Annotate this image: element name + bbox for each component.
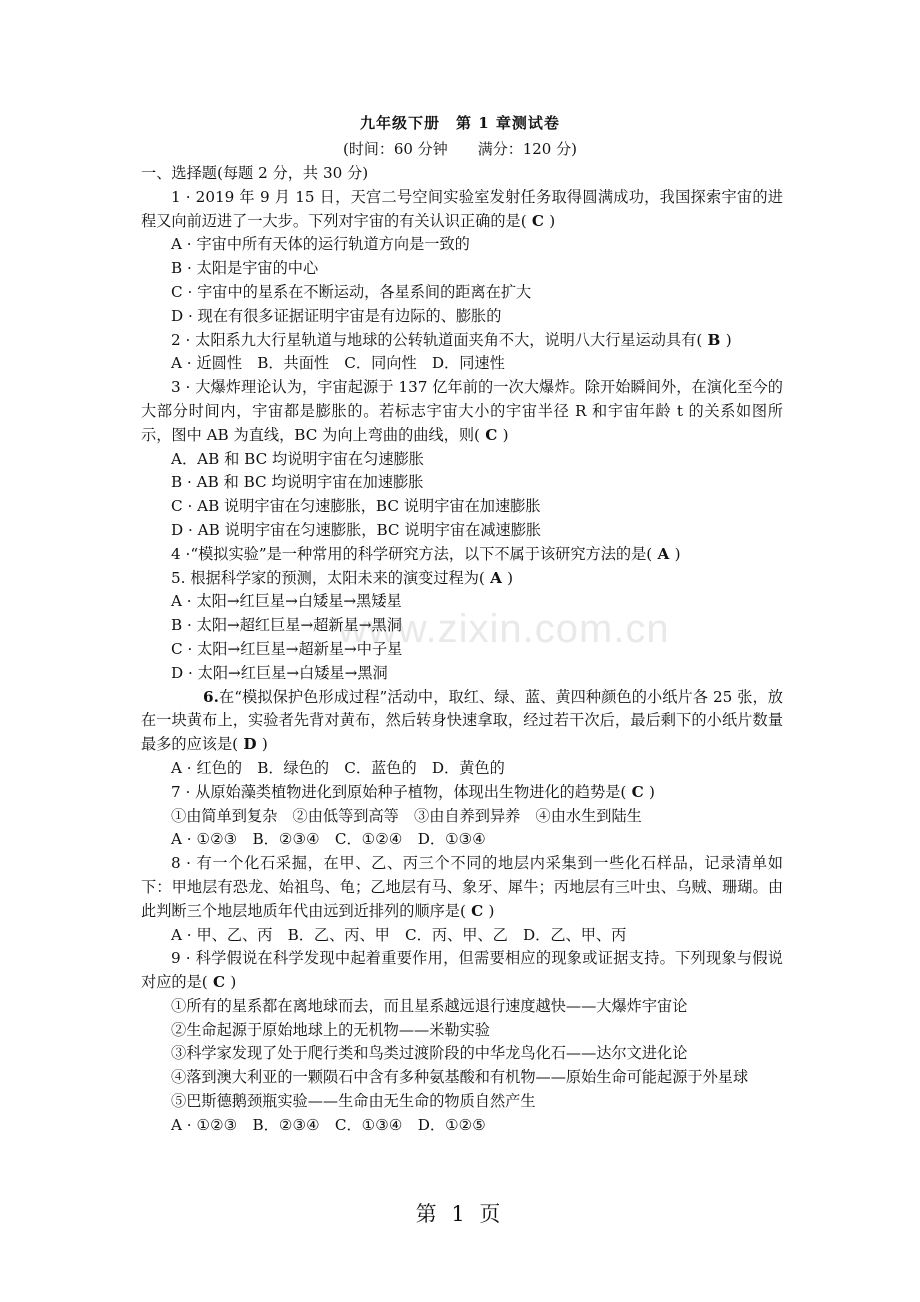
option: B · 太阳是宇宙的中心 (171, 259, 319, 278)
question-7 (141, 781, 783, 805)
question-text: 在“模拟保护色形成过程”活动中，取红、绿、蓝、黄四种颜色的小纸片各 25 张，放在一块黄布上，实验者先背对黄布，然后转身快速拿取，经过若干次后，最后剩下的小纸片数量最多的应该是( (141, 687, 783, 754)
answer: C (465, 901, 489, 920)
answer: C (479, 425, 503, 444)
question-close: ) (502, 425, 509, 444)
statement: ①所有的星系都在离地球而去，而且星系越远退行速度越快——大爆炸宇宙论 (171, 996, 688, 1015)
question-5 (141, 567, 783, 591)
question-9 (141, 947, 783, 995)
option: C · 太阳→红巨星→超新星→中子星 (171, 639, 403, 658)
question-6 (141, 686, 783, 757)
option-line: A · 红色的 B．绿色的 C．蓝色的 D．黄色的 (171, 758, 505, 777)
question-text: 4 ·“模拟实验”是一种常用的科学研究方法，以下不属于该研究方法的是( (171, 544, 653, 563)
option: D · AB 说明宇宙在匀速膨胀，BC 说明宇宙在减速膨胀 (171, 520, 542, 539)
question-close: ) (261, 735, 268, 754)
statement-list: ①由简单到复杂 ②由低等到高等 ③由自养到异养 ④由水生到陆生 (171, 806, 642, 825)
option-line: A · ①②③ B．②③④ C．①③④ D．①②⑤ (171, 1115, 486, 1134)
question-number: 6. (203, 687, 219, 706)
answer: A (484, 568, 508, 587)
page-number: 第 1 页 (415, 1202, 505, 1226)
answer: D (238, 735, 262, 754)
statement: ④落到澳大利亚的一颗陨石中含有多种氨基酸和有机物——原始生命可能起源于外星球 (171, 1068, 749, 1087)
question-2 (141, 329, 783, 353)
option: D · 太阳→红巨星→白矮星→黑洞 (171, 663, 388, 682)
option: B · AB 和 BC 均说明宇宙在加速膨胀 (171, 473, 424, 492)
question-close: ) (674, 544, 681, 563)
answer: C (626, 782, 649, 801)
question-8 (141, 852, 783, 923)
question-text: 8 · 有一个化石采掘，在甲、乙、丙三个不同的地层内采集到一些化石样品，记录清单如下：甲地层有恐龙、始祖鸟、龟；乙地层有马、象牙、犀牛；丙地层有三叶虫、乌贼、珊瑚。由此判断三个地层地质年代由远到近排列的顺序是( (141, 854, 783, 920)
watermark: www.zixin.com.cn (338, 607, 670, 651)
question-3 (141, 376, 783, 447)
option: C · 宇宙中的星系在不断运动，各星系间的距离在扩大 (171, 282, 532, 301)
option-line: A · 甲、乙、丙 B．乙、丙、甲 C．丙、甲、乙 D．乙、甲、丙 (171, 925, 627, 944)
exam-info: (时间：60 分钟 满分：120 分) (343, 140, 577, 158)
option: A．AB 和 BC 均说明宇宙在匀速膨胀 (171, 449, 424, 468)
question-1 (141, 186, 783, 234)
question-close: ) (649, 782, 655, 801)
question-text: 3 · 大爆炸理论认为，宇宙起源于 137 亿年前的一次大爆炸。除开始瞬间外，在演化至今的大部分时间内，宇宙都是膨胀的。若标志宇宙大小的宇宙半径 R 和宇宙年龄 t 的关系如图所示，图中 AB 为直线，BC 为向上弯曲的曲线，则( (141, 378, 783, 444)
question-close: ) (725, 330, 732, 349)
answer: A (652, 544, 675, 563)
page-title: 九年级下册 第 1 章测试卷 (360, 114, 560, 132)
question-close: ) (507, 568, 514, 587)
option: B · 太阳→超红巨星→超新星→黑洞 (171, 616, 402, 635)
question-close: ) (230, 973, 237, 992)
answer: C (526, 211, 550, 230)
statement: ②生命起源于原始地球上的无机物——米勒实验 (171, 1020, 490, 1039)
answer: C (207, 973, 231, 992)
option-line: A · 近圆性 B．共面性 C．同向性 D．同速性 (171, 354, 505, 373)
question-close: ) (549, 211, 556, 230)
option-line: A · ①②③ B．②③④ C．①②④ D．①③④ (171, 830, 486, 849)
statement: ③科学家发现了处于爬行类和鸟类过渡阶段的中华龙鸟化石——达尔文进化论 (171, 1044, 688, 1063)
question-list (141, 162, 783, 1138)
option: A · 太阳→红巨星→白矮星→黑矮星 (171, 592, 402, 611)
question-close: ) (488, 901, 495, 920)
question-text: 7 · 从原始藻类植物进化到原始种子植物，体现出生物进化的趋势是( (171, 782, 627, 801)
statement: ⑤巴斯德鹅颈瓶实验——生命由无生命的物质自然产生 (171, 1092, 536, 1111)
question-text: 2 · 太阳系九大行星轨道与地球的公转轨道面夹角不大，说明八大行星运动具有( (171, 330, 703, 349)
answer: B (702, 330, 726, 349)
question-text: 5. 根据科学家的预测，太阳未来的演变过程为( (171, 568, 485, 587)
question-4 (141, 543, 783, 567)
option: C · AB 说明宇宙在匀速膨胀，BC 说明宇宙在加速膨胀 (171, 497, 541, 516)
question-text: 1 · 2019 年 9 月 15 日，天宫二号空间实验室发射任务取得圆满成功，我国探索宇宙的进程又向前迈进了一大步。下列对宇宙的有关认识正确的是( (141, 187, 783, 230)
option: A · 宇宙中所有天体的运行轨道方向是一致的 (171, 235, 470, 254)
question-text: 9 · 科学假说在科学发现中起着重要作用，但需要相应的现象或证据支持。下列现象与假说对应的是( (141, 949, 783, 992)
option: D · 现在有很多证据证明宇宙是有边际的、膨胀的 (171, 306, 502, 325)
section-heading: 一、选择题(每题 2 分，共 30 分) (141, 164, 369, 182)
